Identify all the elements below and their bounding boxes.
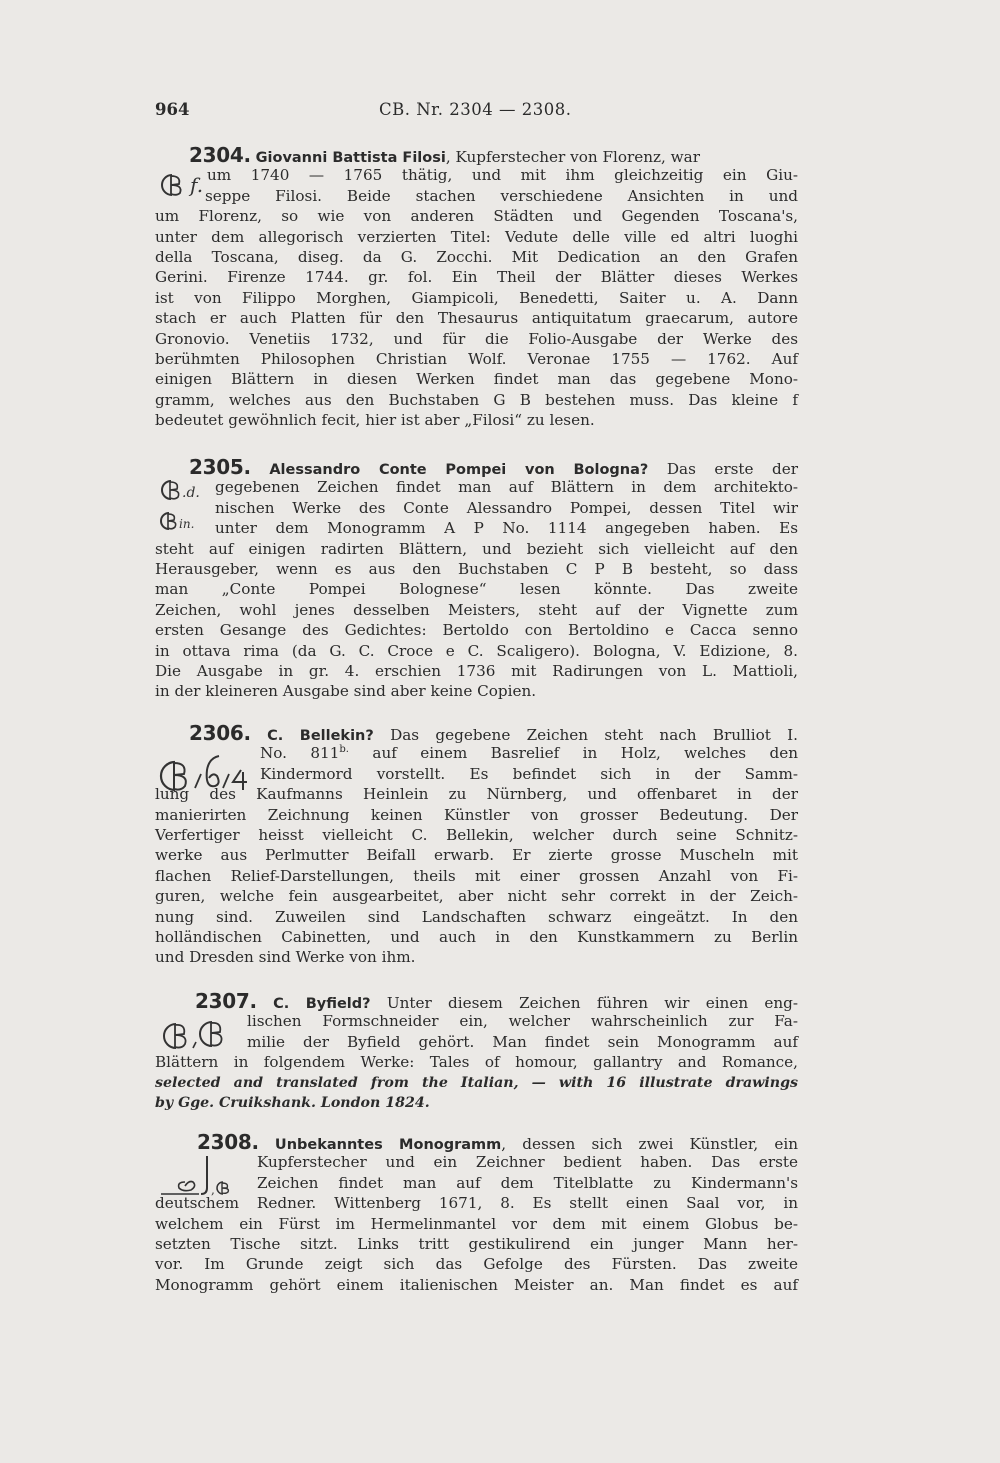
entry-text: , dessen sich zwei Künstler, ein xyxy=(501,1135,799,1153)
entry-text: Das erste der xyxy=(648,460,798,478)
entry-text: auf einem Basrelief in Holz, welches den xyxy=(348,744,798,763)
entry-text: Kindermord vorstellt. Es befindet sich in der Samm- xyxy=(260,764,798,783)
entry-text: nung sind. Zuweilen sind Landschaften schwarz eingeätzt. In den xyxy=(155,907,798,926)
entry-text: Die Ausgabe in gr. 4. erschien 1736 mit Radirungen von L. Mattioli, xyxy=(155,661,798,680)
page-header xyxy=(155,100,795,130)
entry-text: welchem ein Fürst im Hermelinmantel vor dem mit einem Globus be- xyxy=(155,1214,798,1233)
entry-text: steht auf einigen radirten Blättern, und bezieht sich vielleicht auf den xyxy=(155,539,798,558)
entry-text: ersten Gesange des Gedichtes: Bertoldo con Bertoldino e Cacca senno xyxy=(155,621,798,640)
entry-text: Kupferstecher und ein Zeichner bedient haben. Das erste xyxy=(257,1153,798,1172)
entry-text: milie der Byfield gehört. Man findet sein Monogramm auf xyxy=(247,1032,798,1051)
entry-text: flachen Relief-Darstellungen, theils mit einer grossen Anzahl von Fi- xyxy=(155,866,798,885)
entry-text: und Dresden sind Werke von ihm. xyxy=(155,948,416,967)
entry-number: 2308 xyxy=(197,1130,252,1154)
entry-text: berühmten Philosophen Christian Wolf. Veronae 1755 — 1762. Auf xyxy=(155,349,798,368)
superscript: b. xyxy=(339,744,349,756)
svg-text:f.: f. xyxy=(190,173,204,197)
entry-text: Zeichen findet man auf dem Titelblatte zu Kindermann's xyxy=(257,1173,798,1192)
entry-text: um 1740 — 1765 thätig, und mit ihm gleichzeitig ein Giu- xyxy=(207,166,798,185)
entry-text: unter dem allegorisch verzierten Titel: Vedute delle ville ed altri luoghi xyxy=(155,227,798,246)
entry-text: Gronovio. Venetiis 1732, und für die Folio-Ausgabe der Werke des xyxy=(155,329,798,348)
entry-text: stach er auch Platten für den Thesaurus antiquitatum graecarum, autore xyxy=(155,309,798,328)
entry-text: bedeutet gewöhnlich fecit, hier ist aber „Filosi“ zu lesen. xyxy=(155,411,595,430)
entry-text: Monogramm gehört einem italienischen Meister an. Man findet es auf xyxy=(155,1275,798,1294)
svg-text:.d.: .d. xyxy=(182,485,200,501)
entry-text: lischen Formschneider ein, welcher wahrscheinlich zur Fa- xyxy=(247,1012,798,1031)
page-number: 964 xyxy=(155,100,190,119)
entry-text: deutschem Redner. Wittenberg 1671, 8. Es stellt einen Saal vor, in xyxy=(155,1194,798,1213)
entry-text: guren, welche fein ausgearbeitet, aber nicht sehr correkt in der Zeich- xyxy=(155,887,798,906)
entry-text: setzten Tische sitzt. Links tritt gestikulirend ein junger Mann her- xyxy=(155,1234,798,1253)
entry-text: gramm, welches aus den Buchstaben G B bestehen muss. Das kleine f xyxy=(155,390,798,409)
entry-text: gegebenen Zeichen findet man auf Blättern in dem architekto- xyxy=(215,478,798,497)
entry-number: 2304 xyxy=(189,143,244,167)
entry-text: nischen Werke des Conte Alessandro Pompei, dessen Titel wir xyxy=(215,498,798,517)
entry-text: lung des Kaufmanns Heinlein zu Nürnberg, und offenbaret in der xyxy=(155,785,798,804)
entry-text: della Toscana, diseg. da G. Zocchi. Mit Dedication an den Grafen xyxy=(155,247,798,266)
entry-text: manierirten Zeichnung keinen Künstler von grosser Bedeutung. Der xyxy=(155,805,798,824)
entry-title: Unbekanntes Monogramm xyxy=(274,1137,502,1153)
entry-text: ist von Filippo Morghen, Giampicoli, Benedetti, Saiter u. A. Dann xyxy=(155,288,798,307)
entry-2307: 2307. C. Byfield? Unter diesem Zeichen führen wir einen eng- lischen Formschneider ein, welcher wahrscheinlich zur Fa- milie der Byfield gehört. Man findet sein Monogramm auf Blättern in folgendem Werke: Tales of homour, gallantry and Romance, selected and translated from the Italian, — with 16 illustrate drawings by Gge. Cruikshank. London 1824. xyxy=(155,991,798,1113)
entry-2305: 2305. Alessandro Conte Pompei von Bologna? Das erste der gegebenen Zeichen findet man auf Blättern in dem architekto- nischen Werke des Conte Alessandro Pompei, dessen Titel wir unter dem Monogramm A P No. 1114 angegeben haben. Es steht auf einigen radirten Blättern, und bezieht sich vielleicht auf den Herausgeber, wenn es aus den Buchstaben C P B besteht, so dass man „Conte Pompei Bolognese“ lesen könnte. Das zweite Zeichen, wohl jenes desselben Meisters, steht auf der Vignette zum ersten Gesange des Gedichtes: Bertoldo con Bertoldino e Cacca senno in ottava rima (da G. C. Croce e C. Scaligero). Bologna, V. Edizione, 8. Die Ausgabe in gr. 4. erschien 1736 mit Radirungen von L. Mattioli, in der kleineren Ausgabe sind aber keine Copien. xyxy=(155,455,798,701)
entry-number: 2307 xyxy=(195,989,250,1013)
entry-text: man „Conte Pompei Bolognese“ lesen könnte. Das zweite xyxy=(155,580,798,599)
entry-text: werke aus Perlmutter Beifall erwarb. Er zierte grosse Muscheln mit xyxy=(155,846,798,865)
entry-text: , Kupferstecher von Florenz, war xyxy=(445,148,700,166)
entry-text: Unter diesem Zeichen führen wir einen eng- xyxy=(370,994,799,1012)
entry-2308: 2308. Unbekanntes Monogramm, dessen sich zwei Künstler, ein Kupferstecher und ein Zeichner bedient haben. Das erste Zeichen findet man auf dem Titelblatte zu Kindermann's deutschem Redner. Wittenberg 1671, 8. Es stellt einen Saal vor, in welchem ein Fürst im Hermelinmantel vor dem mit einem Globus be- setzten Tische sitzt. Links tritt gestikulirend ein junger Mann her- vor. Im Grunde zeigt sich das Gefolge des Fürsten. Das zweite Monogramm gehört einem italienischen Meister an. Man findet es auf xyxy=(155,1130,799,1294)
entry-2306: 2306. C. Bellekin? Das gegebene Zeichen steht nach Brulliot I. No. $811^{b.}$ auf einem Basrelief in Holz, welches den Kindermord vorstellt. Es befindet sich in der Samm- lung des Kaufmanns Heinlein zu Nürnberg, und offenbaret in der manierirten Zeichnung keinen Künstler von grosser Bedeutung. Der Verfertiger heisst vielleicht C. Bellekin, welcher durch seine Schnitz- werke aus Perlmutter Beifall erwarb. Er zierte grosse Muscheln mit flachen Relief-Darstellungen, theils mit einer grossen Anzahl von Fi- guren, welche fein ausgearbeitet, aber nicht sehr correkt in der Zeich- nung sind. Zuweilen sind Landschaften schwarz eingeätzt. In den holländischen Cabinetten, und auch in den Kunstkammern zu Berlin und Dresden sind Werke von ihm. xyxy=(155,721,799,967)
entry-text: einigen Blättern in diesen Werken findet man das gegebene Mono- xyxy=(155,370,798,389)
entry-text: selected and translated from the Italian, — with 16 illustrate drawings xyxy=(155,1074,798,1091)
entry-title: C. Byfield? xyxy=(273,996,371,1012)
svg-text:in.: in. xyxy=(179,517,195,531)
entry-text: by Gge. Cruikshank. London 1824. xyxy=(155,1094,430,1111)
entry-text: in der kleineren Ausgabe sind aber keine Copien. xyxy=(155,682,537,701)
entry-title: Giovanni Battista Filosi xyxy=(255,150,446,166)
svg-text:,: , xyxy=(211,1183,215,1197)
entry-text: Herausgeber, wenn es aus den Buchstaben C P B besteht, so dass xyxy=(155,559,798,578)
entry-text: Gerini. Firenze 1744. gr. fol. Ein Theil der Blätter dieses Werkes xyxy=(155,268,798,287)
entry-text: Das gegebene Zeichen steht nach Brulliot I. xyxy=(373,726,799,744)
entry-text: Blättern in folgendem Werke: Tales of homour, gallantry and Romance, xyxy=(155,1053,798,1072)
running-title: CB. Nr. 2304 — 2308. xyxy=(379,100,572,119)
entry-title: Alessandro Conte Pompei von Bologna? xyxy=(269,462,649,478)
entry-text: um Florenz, so wie von anderen Städten und Gegenden Toscana's, xyxy=(155,207,798,226)
entry-number: 2305 xyxy=(189,455,244,479)
entry-text: in ottava rima (da G. C. Croce e C. Scaligero). Bologna, V. Edizione, 8. xyxy=(155,641,798,660)
entry-number: 2306 xyxy=(189,721,244,745)
entry-text: No. 811 xyxy=(260,744,340,763)
entry-title: C. Bellekin? xyxy=(267,728,374,744)
entry-text: holländischen Cabinetten, und auch in den Kunstkammern zu Berlin xyxy=(155,927,798,946)
entry-2304: 2304. Giovanni Battista Filosi, Kupferstecher von Florenz, war um 1740 — 1765 thätig, und mit ihm gleichzeitig ein Giu- seppe Filosi. Beide stachen verschiedene Ansichten in und um Florenz, so wie von anderen Städten und Gegenden Toscana's, unter dem allegorisch verzierten Titel: Vedute delle ville ed altri luoghi della Toscana, diseg. da G. Zocchi. Mit Dedication an den Grafen Gerini. Firenze 1744. gr. fol. Ein Theil der Blätter dieses Werkes ist von Filippo Morghen, Giampicoli, Benedetti, Saiter u. A. Dann stach er auch Platten für den Thesaurus antiquitatum graecarum, autore Gronovio. Venetiis 1732, und für die Folio-Ausgabe der Werke des berühmten Philosophen Christian Wolf. Veronae 1755 — 1762. Auf einigen Blättern in diesen Werken findet man das gegebene Mono- gramm, welches aus den Buchstaben G B bestehen muss. Das kleine f bedeutet gewöhnlich fecit, hier ist aber „Filosi“ zu lesen. xyxy=(155,143,798,430)
entry-text: unter dem Monogramm A P No. 1114 angegeben haben. Es xyxy=(215,519,798,538)
entry-text: Verfertiger heisst vielleicht C. Bellekin, welcher durch seine Schnitz- xyxy=(155,825,798,844)
entry-text: Zeichen, wohl jenes desselben Meisters, steht auf der Vignette zum xyxy=(155,600,798,619)
entry-text: vor. Im Grunde zeigt sich das Gefolge des Fürsten. Das zweite xyxy=(155,1255,798,1274)
entry-text: seppe Filosi. Beide stachen verschiedene Ansichten in und xyxy=(205,186,798,205)
